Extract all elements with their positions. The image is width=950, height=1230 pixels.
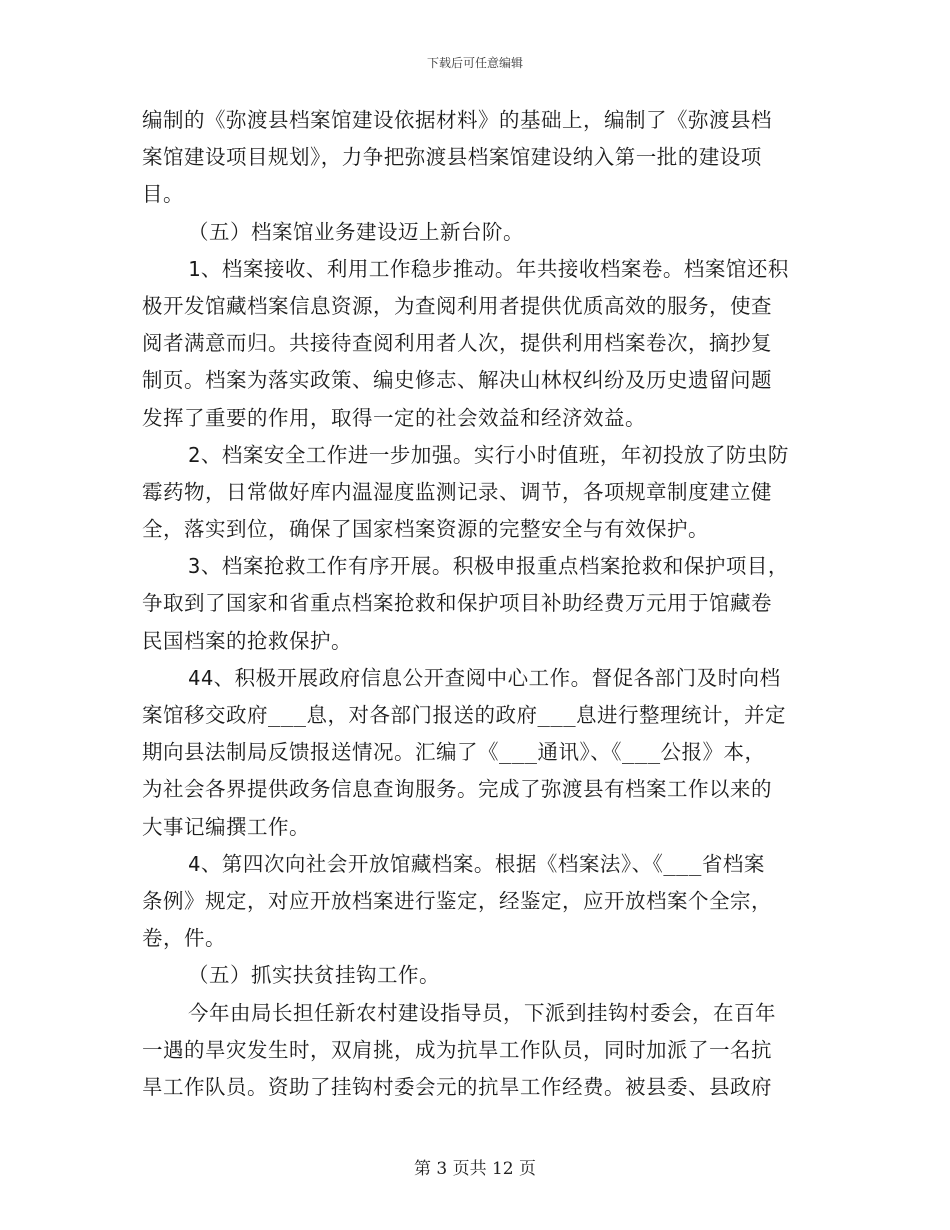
text-line: 旱工作队员。资助了挂钩村委会元的抗旱工作经费。被县委、县政府 — [142, 1074, 772, 1099]
text-line: 4、第四次向社会开放馆藏档案。根据《档案法》、《___省档案 — [188, 851, 765, 876]
text-line: 2、档案安全工作进一步加强。实行小时值班，年初投放了防虫防 — [188, 442, 789, 467]
text-line: 全，落实到位，确保了国家档案资源的完整安全与有效保护。 — [142, 517, 709, 542]
text-line: 争取到了国家和省重点档案抢救和保护项目补助经费万元用于馆藏卷 — [142, 591, 772, 616]
text-line: （五）档案馆业务建设迈上新台阶。 — [188, 219, 524, 244]
page-number: 第 3 页共 12 页 — [413, 1159, 537, 1179]
page-header: 下载后可任意编辑 — [426, 56, 523, 70]
text-line: 3、档案抢救工作有序开展。积极申报重点档案抢救和保护项目， — [188, 554, 789, 579]
text-line: 卷，件。 — [142, 926, 226, 951]
text-line: 发挥了重要的作用，取得一定的社会效益和经济效益。 — [142, 405, 646, 430]
text-line: 制页。档案为落实政策、编史修志、解决山林权纠纷及历史遗留问题 — [142, 368, 772, 393]
text-line: （五）抓实扶贫挂钩工作。 — [188, 963, 440, 988]
text-line: 为社会各界提供政务信息查询服务。完成了弥渡县有档案工作以来的 — [142, 777, 772, 802]
text-line: 44、积极开展政府信息公开查阅中心工作。督促各部门及时向档 — [188, 665, 781, 690]
document-body — [142, 102, 808, 1106]
text-line: 期向县法制局反馈报送情况。汇编了《___通讯》、《___公报》本， — [142, 740, 766, 765]
text-line: 一遇的旱灾发生时，双肩挑，成为抗旱工作队员，同时加派了一名抗 — [142, 1037, 772, 1062]
text-line: 极开发馆藏档案信息资源，为查阅利用者提供优质高效的服务，使查 — [142, 293, 772, 318]
text-line: 1、档案接收、利用工作稳步推动。年共接收档案卷。档案馆还积 — [188, 256, 789, 281]
text-line: 民国档案的抢救保护。 — [142, 628, 352, 653]
text-line: 大事记编撰工作。 — [142, 814, 310, 839]
text-line: 编制的《弥渡县档案馆建设依据材料》的基础上，编制了《弥渡县档 — [142, 108, 772, 132]
text-line: 案馆建设项目规划》，力争把弥渡县档案馆建设纳入第一批的建设项 — [142, 145, 762, 170]
text-line: 条例》规定，对应开放档案进行鉴定，经鉴定，应开放档案个全宗， — [142, 888, 772, 913]
text-line: 目。 — [142, 182, 184, 207]
text-line: 霉药物，日常做好库内温湿度监测记录、调节，各项规章制度建立健 — [142, 479, 772, 504]
text-line: 阅者满意而归。共接待查阅利用者人次，提供利用档案卷次，摘抄复 — [142, 331, 772, 356]
text-line: 今年由局长担任新农村建设指导员，下派到挂钩村委会，在百年 — [188, 1000, 776, 1025]
text-line: 案馆移交政府___息，对各部门报送的政府___息进行整理统计，并定 — [142, 703, 787, 727]
